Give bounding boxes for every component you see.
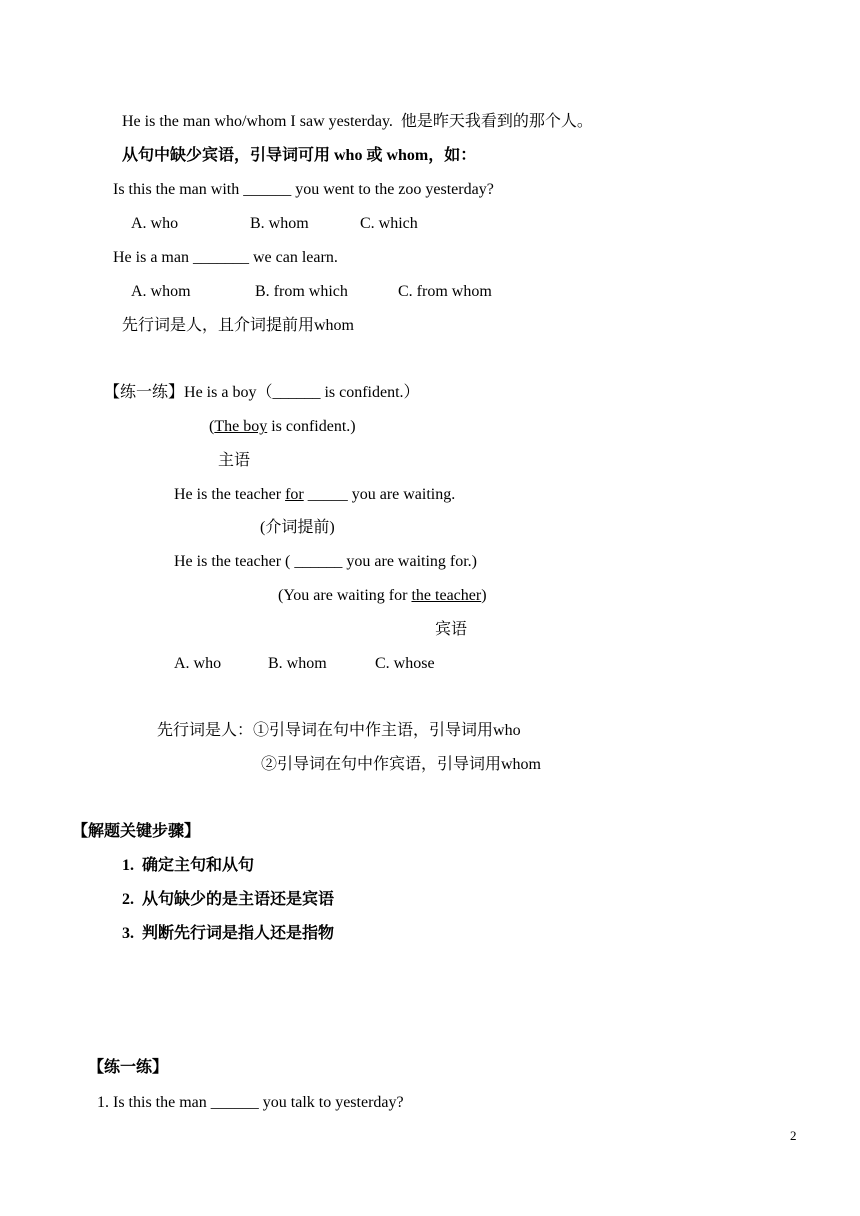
- practice-line-7: [278, 588, 487, 604]
- step-text: 判断先行词是指人还是指物: [142, 925, 335, 942]
- practice-sentence-2-rest: is confident.): [267, 418, 356, 435]
- question-b-option-c: C. from whom: [398, 283, 492, 300]
- open-paren: (: [209, 418, 215, 435]
- key-steps-heading: 【解题关键步骤】: [72, 823, 201, 840]
- question-b-option-b: B. from which: [255, 283, 348, 300]
- question-b-option-a: A. whom: [131, 283, 191, 300]
- summary-line-1: [157, 723, 521, 739]
- practice-line-4: [174, 487, 455, 503]
- step-text: 从句缺少的是主语还是宾语: [142, 891, 335, 908]
- practice-sentence-1: He is a boy（______ is confident.）: [184, 384, 420, 401]
- question-a-option-a: A. who: [131, 215, 179, 232]
- practice-sentence-4-start: He is the teacher: [174, 486, 286, 503]
- object-label: 宾语: [435, 621, 468, 638]
- note-preposition: 先行词是人，且介词提前用whom: [122, 317, 355, 334]
- step-text: 确定主句和从句: [142, 857, 255, 874]
- practice-sentence-4-rest: _____ you are waiting.: [303, 486, 456, 503]
- practice-heading: 【练一练】: [104, 384, 185, 401]
- practice-sentence-7-start: (You are waiting for: [278, 587, 412, 604]
- question-b-stem: He is a man _______ we can learn.: [113, 249, 338, 266]
- key-step-1: [122, 858, 254, 874]
- practice-line-2: [209, 419, 356, 435]
- practice-option-a: A. who: [174, 655, 222, 672]
- practice-line-1: [104, 385, 420, 401]
- example-sentence: He is the man who/whom I saw yesterday. 他是昨天我看到的那个人。: [122, 113, 593, 130]
- underlined-object: the teacher: [411, 587, 482, 604]
- subject-label: 主语: [218, 452, 251, 469]
- summary-rule-subject: ①引导词在句中作主语，引导词用who: [253, 722, 521, 739]
- exercise-heading: 【练一练】: [88, 1059, 169, 1076]
- key-step-2: [122, 892, 334, 908]
- step-number: 1.: [122, 857, 134, 874]
- practice-option-c: C. whose: [375, 655, 435, 672]
- rule-object-missing: 从句中缺少宾语，引导词可用 who 或 whom，如：: [122, 147, 477, 164]
- exercise-question-1: 1. Is this the man ______ you talk to yesterday?: [97, 1094, 404, 1111]
- page-number: 2: [790, 1128, 797, 1143]
- underlined-subject: The boy: [214, 418, 268, 435]
- close-paren: ): [481, 587, 487, 604]
- question-a-option-b: B. whom: [250, 215, 309, 232]
- practice-option-b: B. whom: [268, 655, 327, 672]
- question-a-stem: Is this the man with ______ you went to the zoo yesterday?: [113, 181, 494, 198]
- summary-label: 先行词是人：: [157, 722, 254, 739]
- preposition-fronted-label: (介词提前): [260, 519, 335, 536]
- question-a-option-c: C. which: [360, 215, 418, 232]
- practice-line-6: He is the teacher ( ______ you are waiting for.): [174, 553, 478, 570]
- summary-rule-object: ②引导词在句中作宾语，引导词用whom: [261, 756, 542, 773]
- key-step-3: [122, 926, 334, 942]
- step-number: 3.: [122, 925, 134, 942]
- underlined-preposition: for: [285, 486, 304, 503]
- step-number: 2.: [122, 891, 134, 908]
